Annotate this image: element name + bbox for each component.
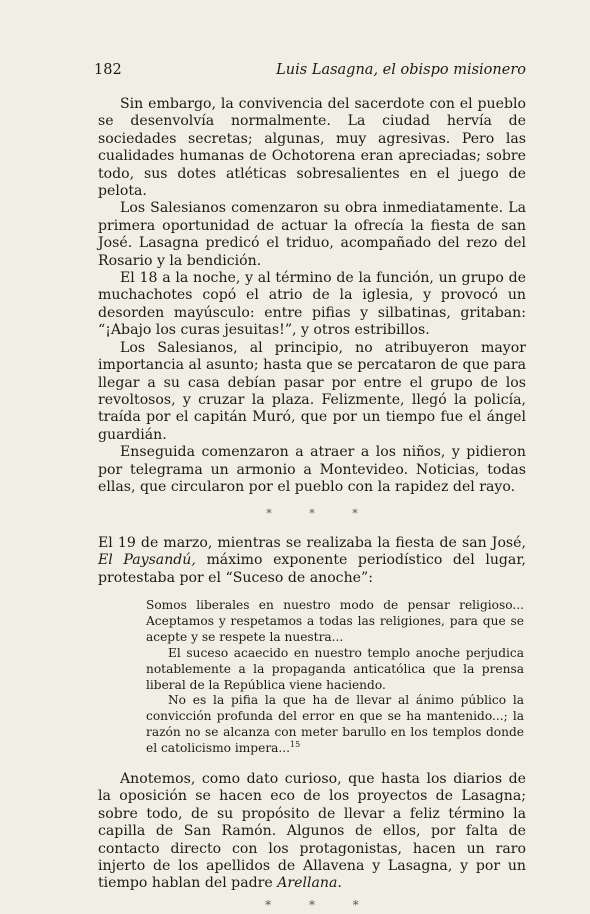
- quote-paragraph: El suceso acaecido en nuestro templo anoche perjudica notablemente a la propaganda anticatólica que la prensa liberal de la República viene haciendo.: [146, 645, 524, 692]
- paragraph: Enseguida comenzaron a atraer a los niños, y pidieron por telegrama un armonio a Montevideo. Noticias, todas ellas, que circularon por el pueblo con la rapidez del rayo.: [98, 444, 526, 495]
- section-separator: * * *: [266, 507, 358, 521]
- paragraph: [98, 771, 526, 893]
- page-header: [94, 62, 526, 82]
- body-text: [98, 96, 526, 914]
- paragraph: Los Salesianos, al principio, no atribuyeron mayor importancia al asunto; hasta que se percataron de que para llegar a su casa debían pasar por entre el grupo de los revoltosos, y cruzar la plaza. Felizmente, llegó la policía, traída por el capitán Muró, que por un tiempo fue el ángel guardián.: [98, 339, 526, 443]
- quote-paragraph: Somos liberales en nuestro modo de pensar religioso... Aceptamos y respetamos a todas las religiones, para que se acepte y se respete la nuestra...: [146, 597, 524, 644]
- block-quote: [146, 598, 524, 757]
- newspaper-title: El Paysandú,: [98, 552, 196, 569]
- running-title: Luis Lasagna, el obispo misionero: [276, 62, 526, 78]
- closing-name: Arellana.: [277, 875, 342, 892]
- paragraph: El 18 a la noche, y al término de la función, un grupo de muchachotes copó el atrio de la iglesia, y provocó un desorden mayúsculo: entre pifias y silbatinas, gritaban: “¡Abajo los curas jesuitas!”, y otros estribillos.: [98, 270, 526, 339]
- intro-text: El 19 de marzo, mientras se realizaba la fiesta de san José,: [98, 534, 526, 551]
- page-number: 182: [94, 62, 122, 78]
- closing-text: Anotemos, como dato curioso, que hasta los diarios de la oposición se hacen eco de los proyectos de Lasagna; sobre todo, de su propósito de llevar a feliz término la capilla de San Ramón. Algunos de ellos, por falta de contacto directo con los protagonistas, hacen un raro injerto de los apellidos de Allavena y Lasagna, y por un tiempo hablan del padre: [98, 771, 526, 892]
- paragraph: [98, 535, 526, 587]
- footnote-reference: 15: [290, 740, 301, 750]
- paragraph: Los Salesianos comenzaron su obra inmediatamente. La primera oportunidad de actuar la ofrecía la fiesta de san José. Lasagna predicó el triduo, acompañado del rezo del Rosario y la bendición.: [98, 200, 526, 269]
- paragraph: Sin embargo, la convivencia del sacerdote con el pueblo se desenvolvía normalmente. La ciudad hervía de sociedades secretas; algunas, muy agresivas. Pero las cualidades humanas de Ochotorena eran apreciadas; sobre todo, sus dotes atléticas sobresalientes en el juego de pelota.: [98, 96, 526, 200]
- intro-text-continued: máximo exponente periodístico del lugar, protestaba por el “Suceso de anoche”:: [98, 552, 526, 586]
- section-separator: * * *: [265, 897, 359, 912]
- quote-text: No es la pifia la que ha de llevar al ánimo público la convicción profunda del error en que se ha mantenido...; la razón no se alcanza con meter barullo en los templos donde el catolicismo impera...: [146, 693, 524, 756]
- quote-paragraph: [146, 693, 524, 757]
